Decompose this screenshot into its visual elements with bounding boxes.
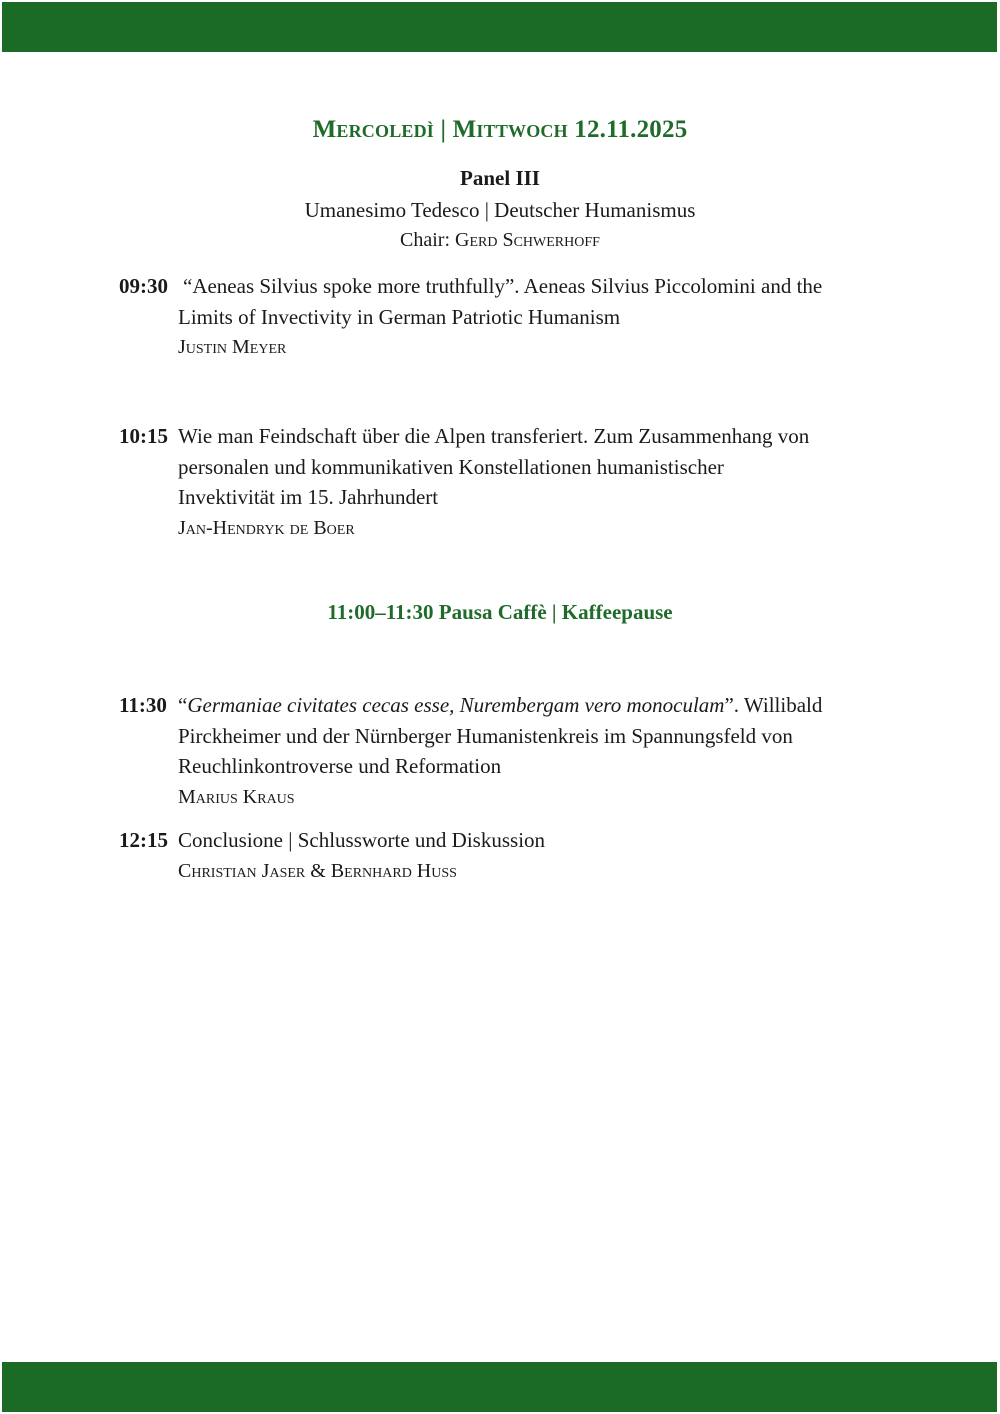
entry-title-line: Wie man Feindschaft über die Alpen transferiert. Zum Zusammenhang von (178, 424, 810, 448)
entry-time: 12:15 (119, 828, 168, 852)
program-entry (119, 271, 899, 363)
entry-time: 10:15 (119, 424, 168, 448)
quote-open: “ (178, 693, 188, 717)
entry-title-line: personalen und kommunikativen Konstellationen humanistischer (178, 454, 724, 479)
entry-time: 09:30 (119, 274, 168, 298)
entry-title-line: Pirckheimer und der Nürnberger Humanistenkreis im Spannungsfeld von (178, 723, 793, 748)
program-entry (119, 421, 899, 543)
program-entry (119, 690, 899, 812)
entry-title-line: “Aeneas Silvius spoke more truthfully”. Aeneas Silvius Piccolomini and the (183, 274, 823, 298)
entry-title-line: Conclusione | Schlussworte und Diskussion (178, 828, 546, 852)
entry-speaker: Marius Kraus (178, 785, 295, 808)
entry-time: 11:30 (119, 693, 167, 717)
panel-subtitle: Umanesimo Tedesco | Deutscher Humanismus (304, 198, 696, 222)
program-entry (119, 825, 899, 886)
entry-speaker: Justin Meyer (178, 336, 287, 358)
entry-title-line: Invektivität im 15. Jahrhundert (178, 485, 439, 509)
day-heading: Mercoledì | Mittwoch 12.11.2025 (312, 116, 688, 143)
header-bar (2, 2, 997, 52)
chair-name: Gerd Schwerhoff (455, 229, 600, 251)
entry-title-line: Reuchlinkontroverse und Reformation (178, 754, 502, 778)
panel-chair (0, 229, 1000, 252)
entry-speaker: Jan-Hendryk de Boer (178, 516, 355, 539)
panel-title: Panel III (460, 166, 540, 190)
entry-title-line: Limits of Invectivity in German Patriotic Humanism (178, 304, 621, 329)
latin-quote: Germaniae civitates cecas esse, Nurembergam vero monoculam (187, 693, 725, 717)
coffee-break: 11:00–11:30 Pausa Caffè | Kaffeepause (327, 600, 673, 624)
footer-bar (2, 1362, 997, 1412)
chair-label: Chair: (400, 229, 456, 251)
title-after: ”. Willibald (724, 693, 823, 717)
entry-title-line (178, 690, 899, 721)
entry-speaker: Christian Jaser & Bernhard Huss (178, 859, 457, 882)
